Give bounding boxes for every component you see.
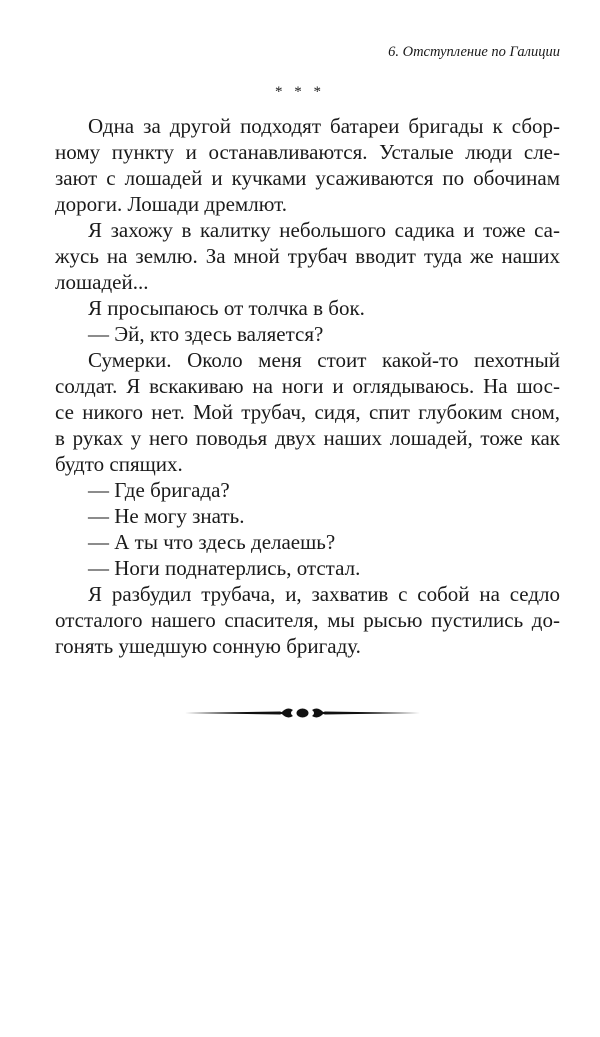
text-line: в руках у него поводья двух наших лошадей, тоже как [55, 426, 560, 450]
text-line: Одна за другой подходят батареи бригады к сбор- [88, 114, 560, 138]
text-line: — Где бригада? [88, 478, 230, 502]
running-header: 6. Отступление по Галиции [388, 44, 560, 60]
text-line: — А ты что здесь делаешь? [88, 530, 336, 554]
text-line: — Эй, кто здесь валяется? [88, 322, 324, 346]
body-text [55, 113, 560, 659]
text-line: дороги. Лошади дремлют. [55, 192, 287, 216]
text-line: зают с лошадей и кучками усаживаются по обочинам [55, 166, 560, 190]
text-line: се никого нет. Мой трубач, сидя, спит глубоким сном, [55, 400, 560, 424]
text-line: жусь на землю. За мной трубач вводит туда же наших [55, 244, 560, 268]
text-line: Я захожу в калитку небольшого садика и тоже са- [88, 218, 560, 242]
text-line: Я разбудил трубача, и, захватив с собой на седло [88, 582, 560, 606]
text-line: гонять ушедшую сонную бригаду. [55, 634, 361, 658]
ornament-divider [185, 703, 420, 723]
text-line: Сумерки. Около меня стоит какой-то пехотный [88, 348, 560, 372]
text-line: солдат. Я вскакиваю на ноги и оглядываюсь. На шос- [55, 374, 560, 398]
text-line: — Не могу знать. [88, 504, 245, 528]
text-line: лошадей... [55, 270, 149, 294]
text-line: Я просыпаюсь от толчка в бок. [88, 296, 365, 320]
text-line: ному пункту и останавливаются. Усталые люди сле- [55, 140, 560, 164]
text-line: будто спящих. [55, 452, 183, 476]
text-line: — Ноги поднатерлись, отстал. [88, 556, 361, 580]
section-break: * * * [275, 84, 325, 100]
text-line: отсталого нашего спасителя, мы рысью пустились до- [55, 608, 560, 632]
